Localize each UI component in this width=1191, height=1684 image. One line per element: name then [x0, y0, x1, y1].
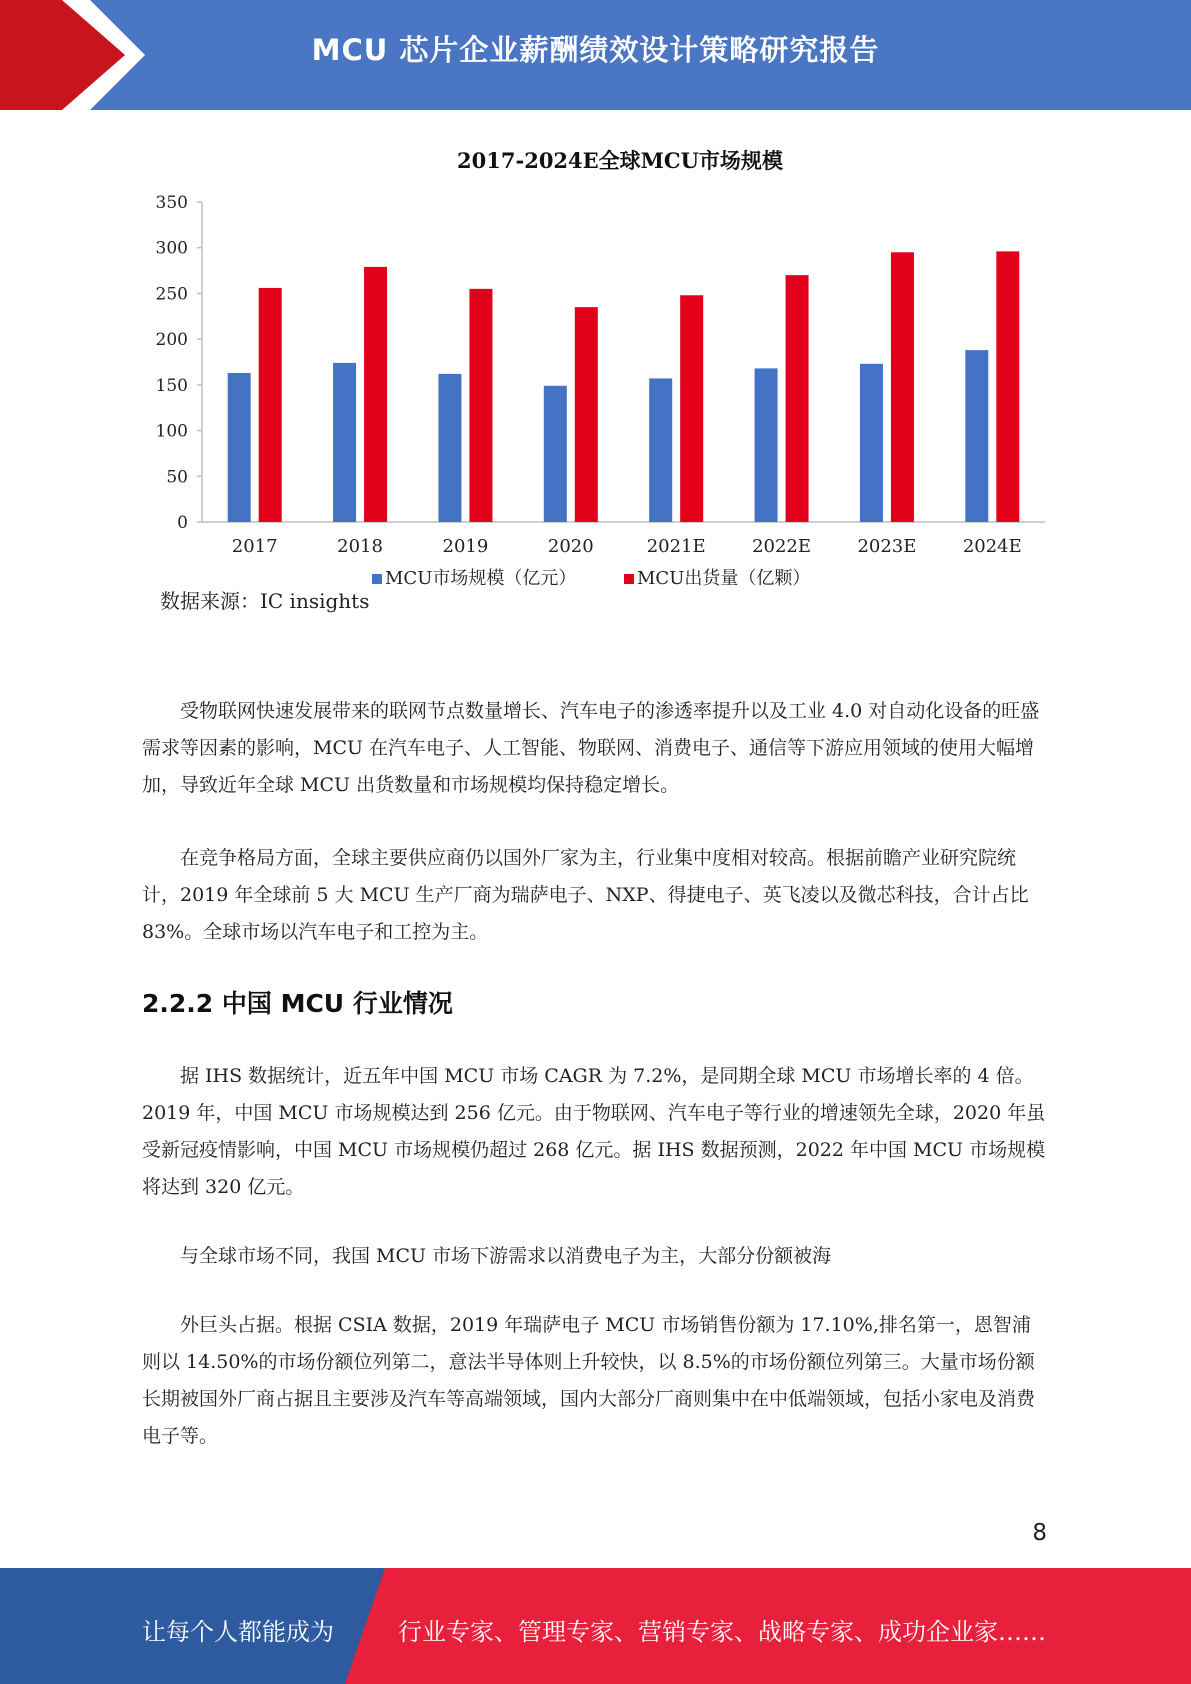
paragraph-domestic-market: 与全球市场不同，我国 MCU 市场下游需求以消费电子为主，大部分份额被海	[180, 1245, 832, 1267]
footer-slogan-right: 行业专家、管理专家、营销专家、战略专家、成功企业家……	[398, 1618, 1046, 1646]
bar-market-size	[333, 363, 356, 522]
y-tick-label: 0	[177, 513, 188, 533]
bar-shipments	[996, 251, 1019, 522]
page-footer	[0, 1568, 1191, 1684]
bar-shipments	[891, 252, 914, 522]
legend-label: MCU市场规模（亿元）	[385, 568, 577, 589]
bar-market-size	[438, 374, 461, 522]
bar-shipments	[680, 295, 703, 522]
x-tick-label: 2024E	[962, 536, 1022, 557]
section-heading: 2.2.2 中国 MCU 行业情况	[142, 989, 453, 1018]
bar-shipments	[786, 275, 809, 522]
paragraph-csia: 外巨头占据。根据 CSIA 数据，2019 年瑞萨电子 MCU 市场销售份额为 17.10%,排名第一，恩智浦则以 14.50%的市场份额位列第二，意法半导体则上升较快，以 8.5%的市场份额位列第三。大量市场份额长期被国外厂商占据且主要涉及汽车等高端领域，国内大部分厂商则集中在中低端领域，包括小家电及消费电子等。	[142, 1314, 1036, 1447]
y-tick-label: 250	[155, 284, 188, 305]
page-header	[0, 0, 1191, 110]
x-tick-label: 2021E	[646, 536, 706, 557]
bar-market-size	[544, 386, 567, 522]
x-tick-label: 2017	[231, 536, 278, 557]
legend-label: MCU出货量（亿颗）	[637, 568, 811, 589]
bar-chart	[140, 140, 1060, 660]
bar-shipments	[364, 267, 387, 522]
header-title: MCU 芯片企业薪酬绩效设计策略研究报告	[311, 33, 880, 67]
y-tick-label: 150	[155, 375, 188, 396]
x-tick-label: 2019	[442, 536, 489, 557]
x-tick-label: 2020	[547, 536, 594, 557]
chart-title: 2017-2024E全球MCU市场规模	[457, 148, 783, 173]
chart-source: 数据来源：IC insights	[160, 589, 370, 613]
bar-shipments	[575, 307, 598, 522]
bar-shipments	[259, 288, 282, 522]
chart-svg	[140, 140, 1060, 660]
x-tick-label: 2018	[337, 536, 383, 557]
bar-market-size	[965, 350, 988, 522]
legend-swatch	[372, 574, 382, 584]
bar-shipments	[469, 289, 492, 522]
body-section-1	[142, 693, 1047, 951]
legend-swatch	[624, 574, 634, 584]
y-tick-label: 50	[166, 467, 188, 488]
body-section-2	[142, 1058, 1047, 1455]
footer-slogan-left: 让每个人都能成为	[142, 1618, 334, 1646]
x-tick-label: 2023E	[857, 536, 917, 557]
y-tick-label: 300	[155, 238, 188, 259]
paragraph-competition: 在竞争格局方面，全球主要供应商仍以国外厂家为主，行业集中度相对较高。根据前瞻产业研究院统计，2019 年全球前 5 大 MCU 生产厂商为瑞萨电子、NXP、得捷电子、英飞凌以及微芯科技，合计占比 83%。全球市场以汽车电子和工控为主。	[142, 847, 1029, 943]
y-tick-label: 350	[155, 193, 188, 213]
bar-market-size	[228, 373, 251, 522]
y-tick-label: 100	[155, 421, 188, 442]
paragraph-ihs: 据 IHS 数据统计，近五年中国 MCU 市场 CAGR 为 7.2%，是同期全球 MCU 市场增长率的 4 倍。2019 年，中国 MCU 市场规模达到 256 亿元。由于物联网、汽车电子等行业的增速领先全球，2020 年虽受新冠疫情影响，中国 MCU 市场规模仍超过 268 亿元。据 IHS 数据预测，2022 年中国 MCU 市场规模将达到 320 亿元。	[142, 1065, 1046, 1198]
paragraph-iot: 受物联网快速发展带来的联网节点数量增长、汽车电子的渗透率提升以及工业 4.0 对自动化设备的旺盛需求等因素的影响，MCU 在汽车电子、人工智能、物联网、消费电子、通信等下游应用领域的使用大幅增加，导致近年全球 MCU 出货数量和市场规模均保持稳定增长。	[142, 700, 1040, 796]
page-number: 8	[1032, 1520, 1047, 1546]
bar-market-size	[860, 364, 883, 522]
x-tick-label: 2022E	[752, 536, 812, 557]
y-tick-label: 200	[155, 330, 188, 351]
bar-market-size	[755, 368, 778, 522]
bar-market-size	[649, 378, 672, 522]
